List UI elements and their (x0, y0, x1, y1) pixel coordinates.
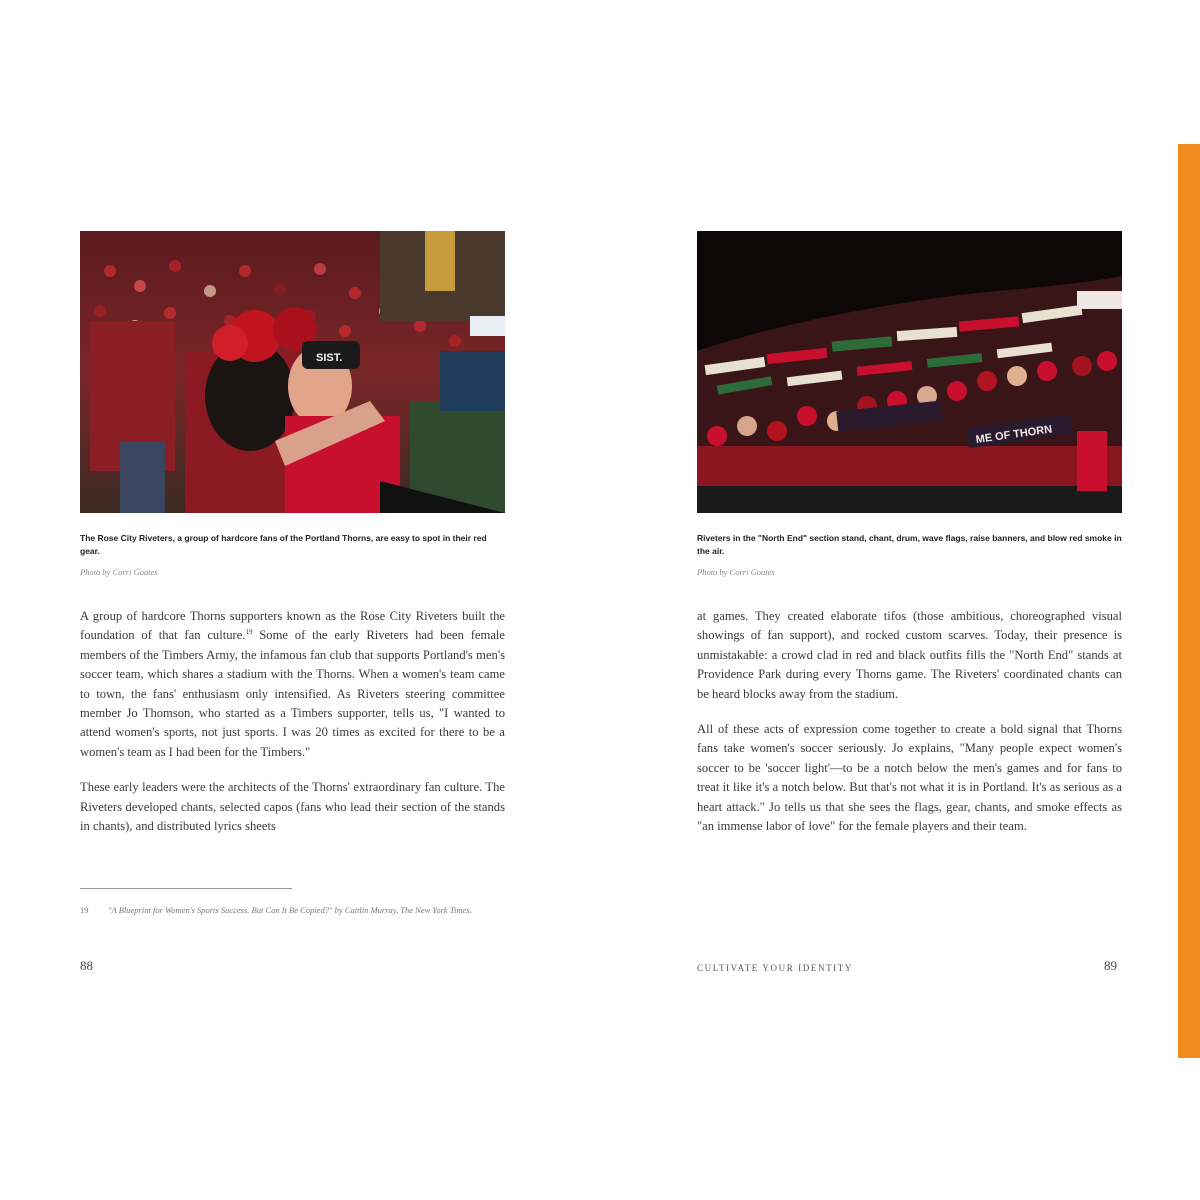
footnote-number: 19 (80, 905, 89, 915)
orange-edge-tab (1178, 144, 1200, 1058)
paragraph: All of these acts of expression come together to create a bold signal that Thorns fans take women's soccer seriously. Jo explains, "Many people expect women's soccer to be 'soccer light'—to be a notch below the men's games and for fans to treat it like it's a notch below. But that's not what it is in Portland. It's as serious as a heart attack." Jo tells us that she sees the flags, gear, chants, and smoke effects as "an immense labor of love" for the female players and their team. (697, 722, 1122, 834)
svg-text:ME OF THORN: ME OF THORN (975, 423, 1053, 447)
body-text (697, 607, 1122, 852)
footnote-divider (80, 888, 292, 889)
hug-photo-illustration (80, 231, 505, 513)
north-end-crowd-scarves-photo (697, 231, 1122, 513)
paragraph: A group of hardcore Thorns supporters known as the Rose City Riveters built the foundation of that fan culture.$^{19}$ Some of the early Riveters had been female members of the Timbers Army, the infamous fan club that supports Portland's men's soccer team, which shares a stadium with the Thorns. When a women's team came to town, the fans' enthusiasm only intensified. As Riveters steering committee member Jo Thomson, who started as a Timbers supporter, tells us, "I wanted to attend women's sports, not just sports. I was 20 times as excited for there to be a women's team as I had been for the Timbers." (80, 609, 505, 759)
footnote-text: "A Blueprint for Women's Sports Success. But Can It Be Copied?" by Caitlin Murray, The New York Times. (108, 905, 472, 915)
right-page (600, 0, 1200, 1200)
crowd-photo-illustration (697, 231, 1122, 513)
footnote (80, 903, 505, 917)
paragraph: at games. They created elaborate tifos (those ambitious, choreographed visual showings of fan support), and rocked custom scarves. Today, their presence is unmistakable: a crowd clad in red and black outfits fills the "North End" stands at Providence Park during every Thorns game. The Riveters' coordinated chants can be heard blocks away from the stadium. (697, 609, 1122, 701)
photo-credit: Photo by Corri Goates (697, 567, 775, 577)
page-number: 88 (80, 958, 93, 973)
body-text (80, 607, 505, 852)
photo-caption: Riveters in the "North End" section stand, chant, drum, wave flags, raise banners, and blow red smoke in the air. (697, 533, 1122, 556)
photo-caption: The Rose City Riveters, a group of hardcore fans of the Portland Thorns, are easy to spot in their red gear. (80, 533, 487, 556)
photo-credit: Photo by Corri Goates (80, 567, 158, 577)
page-number: 89 (1104, 958, 1117, 973)
svg-text:SIST.: SIST. (316, 352, 343, 364)
running-head: CULTIVATE YOUR IDENTITY (697, 963, 853, 973)
footnote-reference: 19 (245, 628, 253, 637)
paragraph: These early leaders were the architects of the Thorns' extraordinary fan culture. The Riveters developed chants, selected capos (fans who lead their section of the stands in chants), and distributed lyrics sheets (80, 780, 505, 834)
rose-city-riveters-hug-photo (80, 231, 505, 513)
